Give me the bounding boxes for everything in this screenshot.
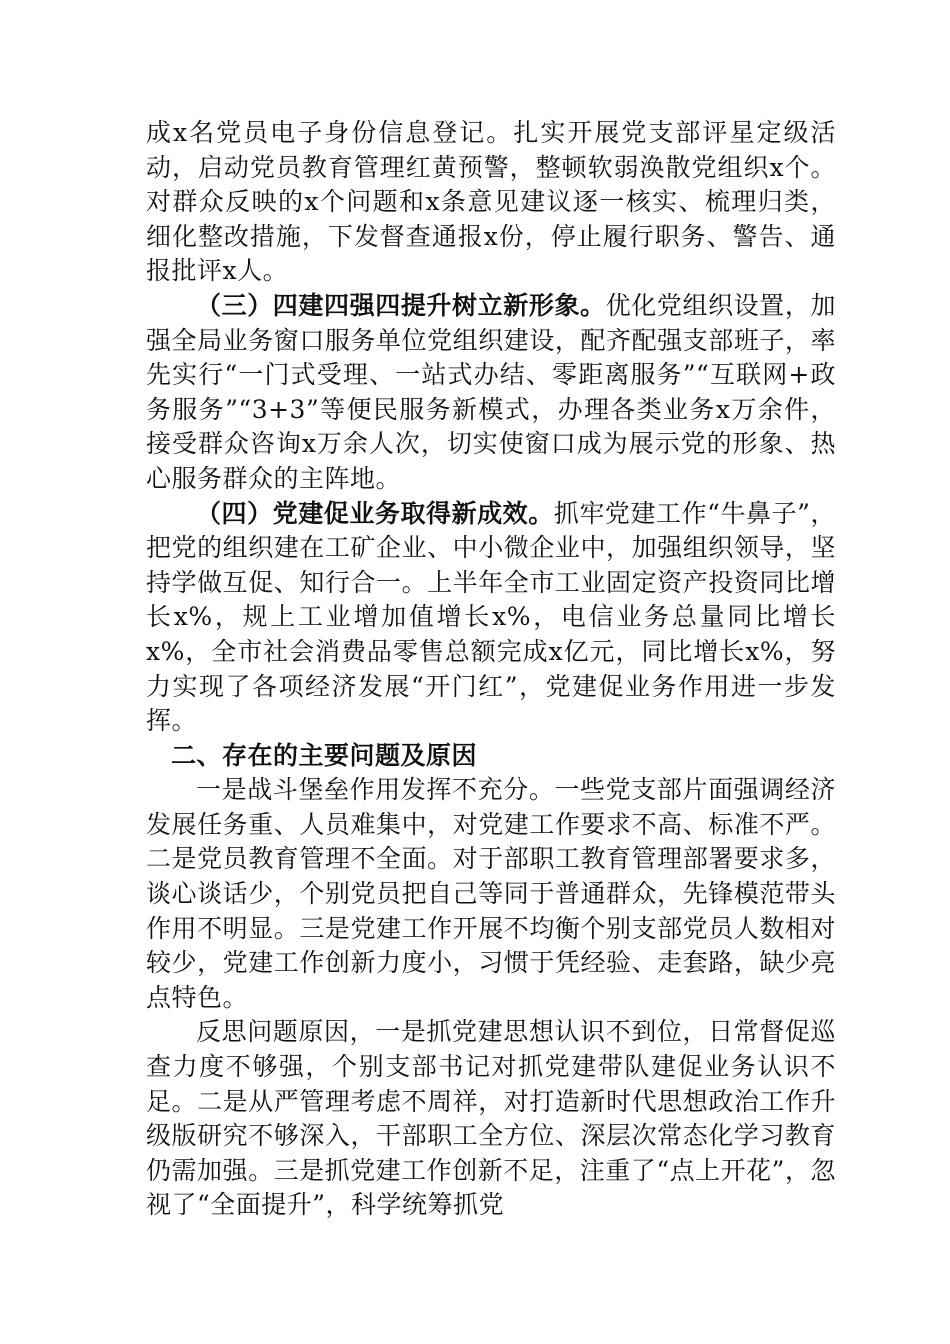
paragraph-2-body: 优化党组织设置，加强全局业务窗口服务单位党组织建设，配齐配强支部班子，率先实行“一门式受理、一站式办结、零距离服务”“互联网+政务服务”“3+3”等便民服务新模式，办理各类业务x万余件，接受群众咨询x万余人次，切实使窗口成为展示党的形象、热心服务群众的主阵地。 bbox=[146, 290, 836, 493]
paragraph-3 bbox=[146, 497, 836, 739]
paragraph-1: 成x名党员电子身份信息登记。扎实开展党支部评星定级活动，启动党员教育管理红黄预警，整顿软弱涣散党组织x个。对群众反映的x个问题和x条意见建议逐一核实、梳理归类，细化整改措施，下发督查通报x份，停止履行职务、警告、通报批评x人。 bbox=[146, 118, 836, 286]
section-heading: 二、存在的主要问题及原因 bbox=[171, 740, 478, 770]
paragraph-2-lead: （三）四建四强四提升树立新形象。 bbox=[196, 290, 606, 320]
paragraph-3-body: 抓牢党建工作“牛鼻子”，把党的组织建在工矿企业、中小微企业中，加强组织领导，坚持学做互促、知行合一。上半年全市工业固定资产投资同比增长x%，规上工业增加值增长x%，电信业务总量同比增长x%，全市社会消费品零售总额完成x亿元，同比增长x%，努力实现了各项经济发展“开门红”，党建促业务作用进一步发挥。 bbox=[146, 498, 837, 736]
paragraph-4: 一是战斗堡垒作用发挥不充分。一些党支部片面强调经济发展任务重、人员难集中，对党建工作要求不高、标准不严。二是党员教育管理不全面。对于部职工教育管理部署要求多，谈心谈话少，个别党员把自己等同于普通群众，先锋模范带头作用不明显。三是党建工作开展不均衡个别支部党员人数相对较少，党建工作创新力度小，习惯于凭经验、走套路，缺少亮点特色。 bbox=[146, 775, 836, 1012]
paragraph-3-lead: （四）党建促业务取得新成效。 bbox=[196, 498, 554, 528]
document-body bbox=[146, 116, 836, 1223]
paragraph-5: 反思问题原因，一是抓党建思想认识不到位，日常督促巡查力度不够强，个别支部书记对抓党建带队建促业务认识不足。二是从严管理考虑不周祥，对打造新时代思想政治工作升级版研究不够深入，干部职工全方位、深层次常态化学习教育仍需加强。三是抓党建工作创新不足，注重了“点上开花”，忽视了“全面提升”，科学统筹抓党 bbox=[146, 1017, 836, 1220]
paragraph-2 bbox=[146, 289, 836, 497]
